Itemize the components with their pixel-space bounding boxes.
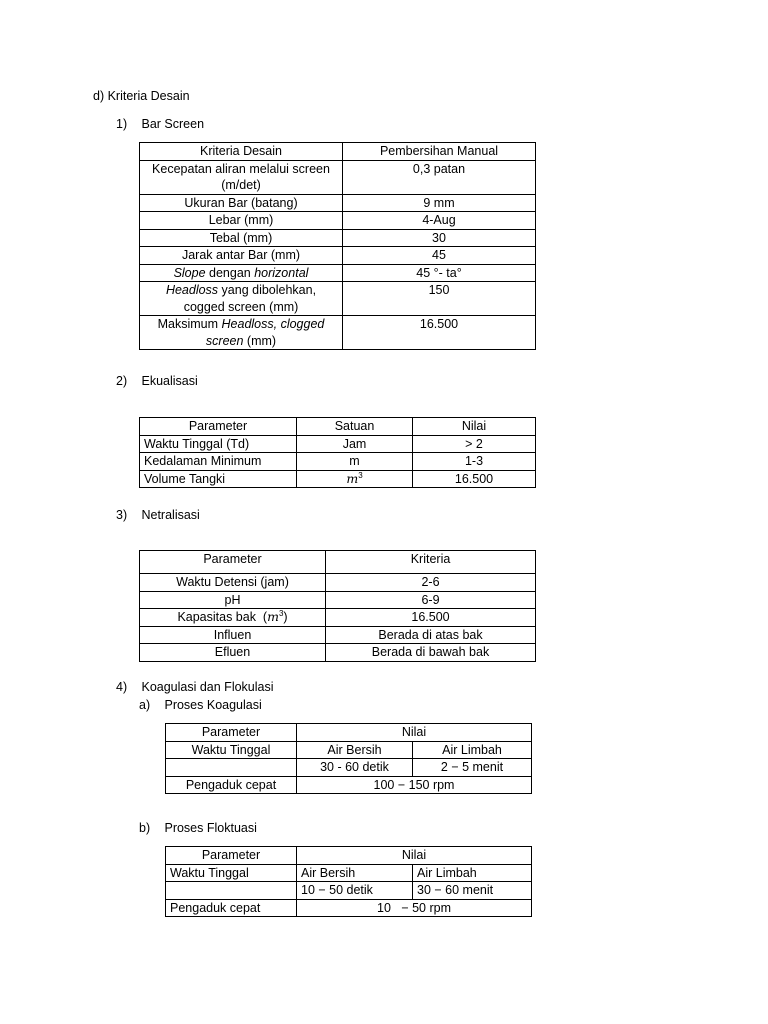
header-cell: Parameter [166, 724, 297, 742]
parameter-cell: Kapasitas bak $(m^3)$ [140, 609, 326, 627]
header-cell: Nilai [297, 847, 532, 865]
table-header-row [140, 551, 536, 574]
table-row [140, 194, 536, 212]
ekualisasi-table [139, 417, 536, 488]
table-row [166, 864, 532, 882]
header-cell: Parameter [166, 847, 297, 865]
parameter-cell: Waktu Detensi (jam) [140, 574, 326, 592]
parameter-cell: pH [140, 591, 326, 609]
table-row [140, 229, 536, 247]
criteria-label: Lebar (mm) [140, 212, 343, 230]
headloss-term: Headloss [165, 283, 219, 297]
criteria-label: Tebal (mm) [140, 229, 343, 247]
section-title: d) Kriteria Desain [93, 89, 190, 103]
value-cell: 1-3 [413, 453, 536, 471]
horizontal-term: horizontal [254, 265, 309, 280]
criteria-label [140, 282, 343, 316]
koagulasi-table [165, 723, 532, 794]
capacity-label: Kapasitas bak [177, 610, 256, 624]
table-row [140, 316, 536, 350]
criteria-label [140, 264, 343, 282]
parameter-cell: Waktu Tinggal [166, 864, 297, 882]
header-cell: Parameter [140, 551, 326, 574]
parameter-cell: Volume Tangki [140, 470, 297, 488]
max-text: Maksimum [157, 317, 222, 331]
parameter-cell: Kedalaman Minimum [140, 453, 297, 471]
parameter-cell: Efluen [140, 644, 326, 662]
table-row [166, 882, 532, 900]
table-row [140, 212, 536, 230]
table-row [166, 899, 532, 917]
criteria-cell: 2-6 [326, 574, 536, 592]
floktuasi-sub-heading [139, 820, 257, 836]
headloss-text: yang dibolehkan, cogged screen (mm) [183, 283, 317, 314]
bar-screen-table [139, 142, 536, 350]
ekualisasi-number: 2) [116, 374, 128, 388]
header-cell: Kriteria Desain [140, 143, 343, 161]
koagulasi-sub-number: a) [139, 698, 151, 712]
criteria-value: 0,3 patan [343, 160, 536, 194]
table-row [140, 644, 536, 662]
table-header-row [166, 847, 532, 865]
table-header-row [140, 143, 536, 161]
koagulasi-title: Koagulasi dan Flokulasi [141, 680, 274, 694]
criteria-cell: 16.500 [326, 609, 536, 627]
criteria-value: 30 [343, 229, 536, 247]
table-row [140, 591, 536, 609]
unit-base: m [346, 470, 359, 486]
bar-screen-number: 1) [116, 117, 128, 131]
capacity-unit: m [267, 609, 279, 624]
unit-cell: m [297, 453, 413, 471]
table-row [166, 759, 532, 777]
table-header-row [166, 724, 532, 742]
header-cell: Nilai [297, 724, 532, 742]
koagulasi-heading [116, 679, 274, 695]
slope-term: Slope [173, 265, 206, 280]
subheader-cell: Air Limbah [413, 741, 532, 759]
netralisasi-number: 3) [116, 508, 128, 522]
table-row [166, 741, 532, 759]
header-cell: Satuan [297, 418, 413, 436]
floktuasi-table [165, 846, 532, 917]
value-cell: 2 − 5 menit [413, 759, 532, 777]
floktuasi-sub-number: b) [139, 821, 151, 835]
value-cell: > 2 [413, 435, 536, 453]
value-cell: 30 − 60 menit [413, 882, 532, 900]
table-row [140, 609, 536, 627]
header-cell: Nilai [413, 418, 536, 436]
criteria-value: 9 mm [343, 194, 536, 212]
criteria-value: 4-Aug [343, 212, 536, 230]
koagulasi-sub-heading [139, 697, 262, 713]
table-row [140, 264, 536, 282]
criteria-value: 16.500 [343, 316, 536, 350]
subheader-cell: Air Bersih [297, 864, 413, 882]
criteria-cell: Berada di atas bak [326, 626, 536, 644]
value-cell: 10 − 50 rpm [297, 899, 532, 917]
criteria-cell: 6-9 [326, 591, 536, 609]
table-row [140, 453, 536, 471]
bar-screen-title: Bar Screen [141, 117, 205, 131]
clogged-term: Headloss, clogged screen [205, 317, 325, 348]
criteria-label [140, 316, 343, 350]
parameter-cell: Waktu Tinggal [166, 741, 297, 759]
netralisasi-title: Netralisasi [141, 508, 200, 522]
unit-cell: Jam [297, 435, 413, 453]
criteria-label: Jarak antar Bar (mm) [140, 247, 343, 265]
unit-text: (mm) [243, 333, 277, 348]
value-cell: 100 − 150 rpm [297, 776, 532, 794]
parameter-cell: Influen [140, 626, 326, 644]
criteria-label: Ukuran Bar (batang) [140, 194, 343, 212]
table-row [140, 282, 536, 316]
subheader-cell: Air Bersih [297, 741, 413, 759]
value-cell: 30 - 60 detik [297, 759, 413, 777]
table-row [166, 776, 532, 794]
table-row [140, 160, 536, 194]
koagulasi-number: 4) [116, 680, 128, 694]
empty-cell [166, 759, 297, 777]
parameter-cell: Waktu Tinggal (Td) [140, 435, 297, 453]
table-row [140, 626, 536, 644]
parameter-cell: Pengaduk cepat [166, 776, 297, 794]
table-row [140, 435, 536, 453]
unit-exponent: 3 [358, 470, 363, 480]
header-cell: Parameter [140, 418, 297, 436]
table-row [140, 574, 536, 592]
bar-screen-heading [116, 116, 204, 132]
floktuasi-sub-title: Proses Floktuasi [164, 821, 257, 835]
unit-cell [297, 470, 413, 488]
netralisasi-table [139, 550, 536, 662]
subheader-cell: Air Limbah [413, 864, 532, 882]
ekualisasi-title: Ekualisasi [141, 374, 198, 388]
koagulasi-sub-title: Proses Koagulasi [164, 698, 262, 712]
value-cell: 16.500 [413, 470, 536, 488]
netralisasi-heading [116, 507, 200, 523]
parameter-cell: Pengaduk cepat [166, 899, 297, 917]
ekualisasi-heading [116, 373, 198, 389]
criteria-cell: Berada di bawah bak [326, 644, 536, 662]
criteria-label: Kecepatan aliran melalui screen (m/det) [140, 160, 343, 194]
slope-text: dengan [205, 265, 255, 280]
table-row [140, 470, 536, 488]
empty-cell [166, 882, 297, 900]
header-cell: Pembersihan Manual [343, 143, 536, 161]
table-row [140, 247, 536, 265]
value-cell: 10 − 50 detik [297, 882, 413, 900]
criteria-value: 150 [343, 282, 536, 316]
table-header-row [140, 418, 536, 436]
criteria-value: 45 [343, 247, 536, 265]
capacity-exponent: 3 [278, 608, 284, 618]
header-cell: Kriteria [326, 551, 536, 574]
criteria-value: 45 °- ta° [343, 264, 536, 282]
